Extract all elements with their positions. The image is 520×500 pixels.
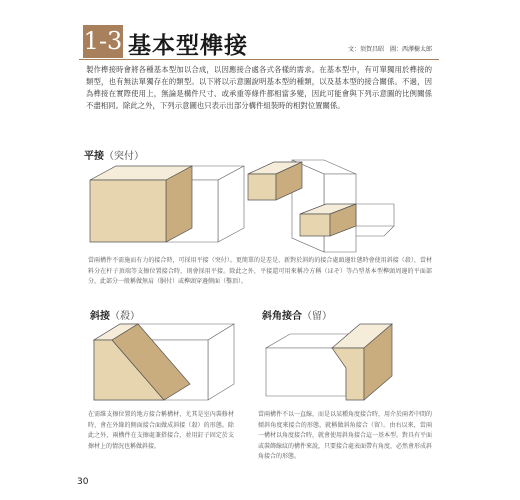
- miter-joint-note: （留）: [302, 311, 332, 322]
- intro-paragraph: 製作榫接時會將各種基本型加以合成，以因應接合處各式各樣的需求。在基本型中，有可單獨用於榫接的類型，也有無法單獨存在的類型。以下將以示意圖說明基本型的種類，以及基本型的接合關係。不過，因為榫接在實際使用上，無論是構件尺寸、或承重等條件都相當多變，因此可能會與下列示意圖的比例關係不盡相同。除此之外，下列示意圖也只表示出部分構件組裝時的相對位置關係。: [86, 65, 432, 110]
- upper-block-front: [248, 174, 276, 200]
- miter-joint-illustration: [260, 316, 430, 408]
- butt-joint-illustration: [88, 158, 248, 253]
- miter-wire-front: [266, 348, 346, 396]
- bevel-joint-illustration: [88, 318, 248, 410]
- butt-joint-note: （突付）: [104, 151, 144, 162]
- bevel-joint-caption: 在需維支擦位置的地方接合稱構材，尤其是室內裝修材時，會在外緣的側面接合面做成斜接（殺）的形態。除此之外，兩構件在支擦處兼搭接合，並用釘子固定於支擦材上的情況也稱做斜接。: [88, 411, 234, 450]
- butt-joint-post-illustration: [244, 152, 404, 262]
- header-rule: [79, 59, 439, 60]
- solid-block-front: [90, 180, 166, 242]
- butt-joint-caption: 當兩構件不需施而有力的接合時，可採用平接（突付）。更簡單的是差是，新對於斜約的接合處頭邊壯態時會使用斜接（殺），當材料分在杆子頂端等支擦位置接合時，則會採用平接。除此之外，平接還可用來稱冷方稱（ほぞ）等凸型基本型榫頭周邊的平面部分，此部分一般稱做無肩（胴付）或榫頭穿邊側面（鑿頂）。: [88, 257, 432, 285]
- page-number: 30: [77, 477, 89, 487]
- miter-joint-caption: 當兩構件不以一直線，而是以某種角度接合時，用介於兩者中間的傾斜角度來接合的形態，就稱做斜角接合（留）。由右以來，當兩一構材以角度接合時，就會使用斜角接合這一基本型。對具有平面或裝飾線紋的構件來說，只要接合處表面帶有角度，必然會形成斜角接合的形態。: [258, 411, 433, 460]
- lower-wire-extension: [356, 204, 394, 226]
- page-title: 基本型榫接: [128, 33, 248, 59]
- bevel-joint-title: 斜接: [90, 311, 110, 322]
- section-number-badge: 1-3: [83, 25, 123, 58]
- butt-joint-title: 平接: [84, 151, 104, 162]
- author-credit: 文：須賀昌昭 圖：西澤樹太郎: [347, 46, 432, 53]
- lower-wire-edge: [356, 226, 394, 236]
- lower-block-front: [300, 214, 330, 236]
- bevel-joint-note: （殺）: [110, 311, 140, 322]
- miter-joint-title: 斜角接合: [262, 311, 302, 322]
